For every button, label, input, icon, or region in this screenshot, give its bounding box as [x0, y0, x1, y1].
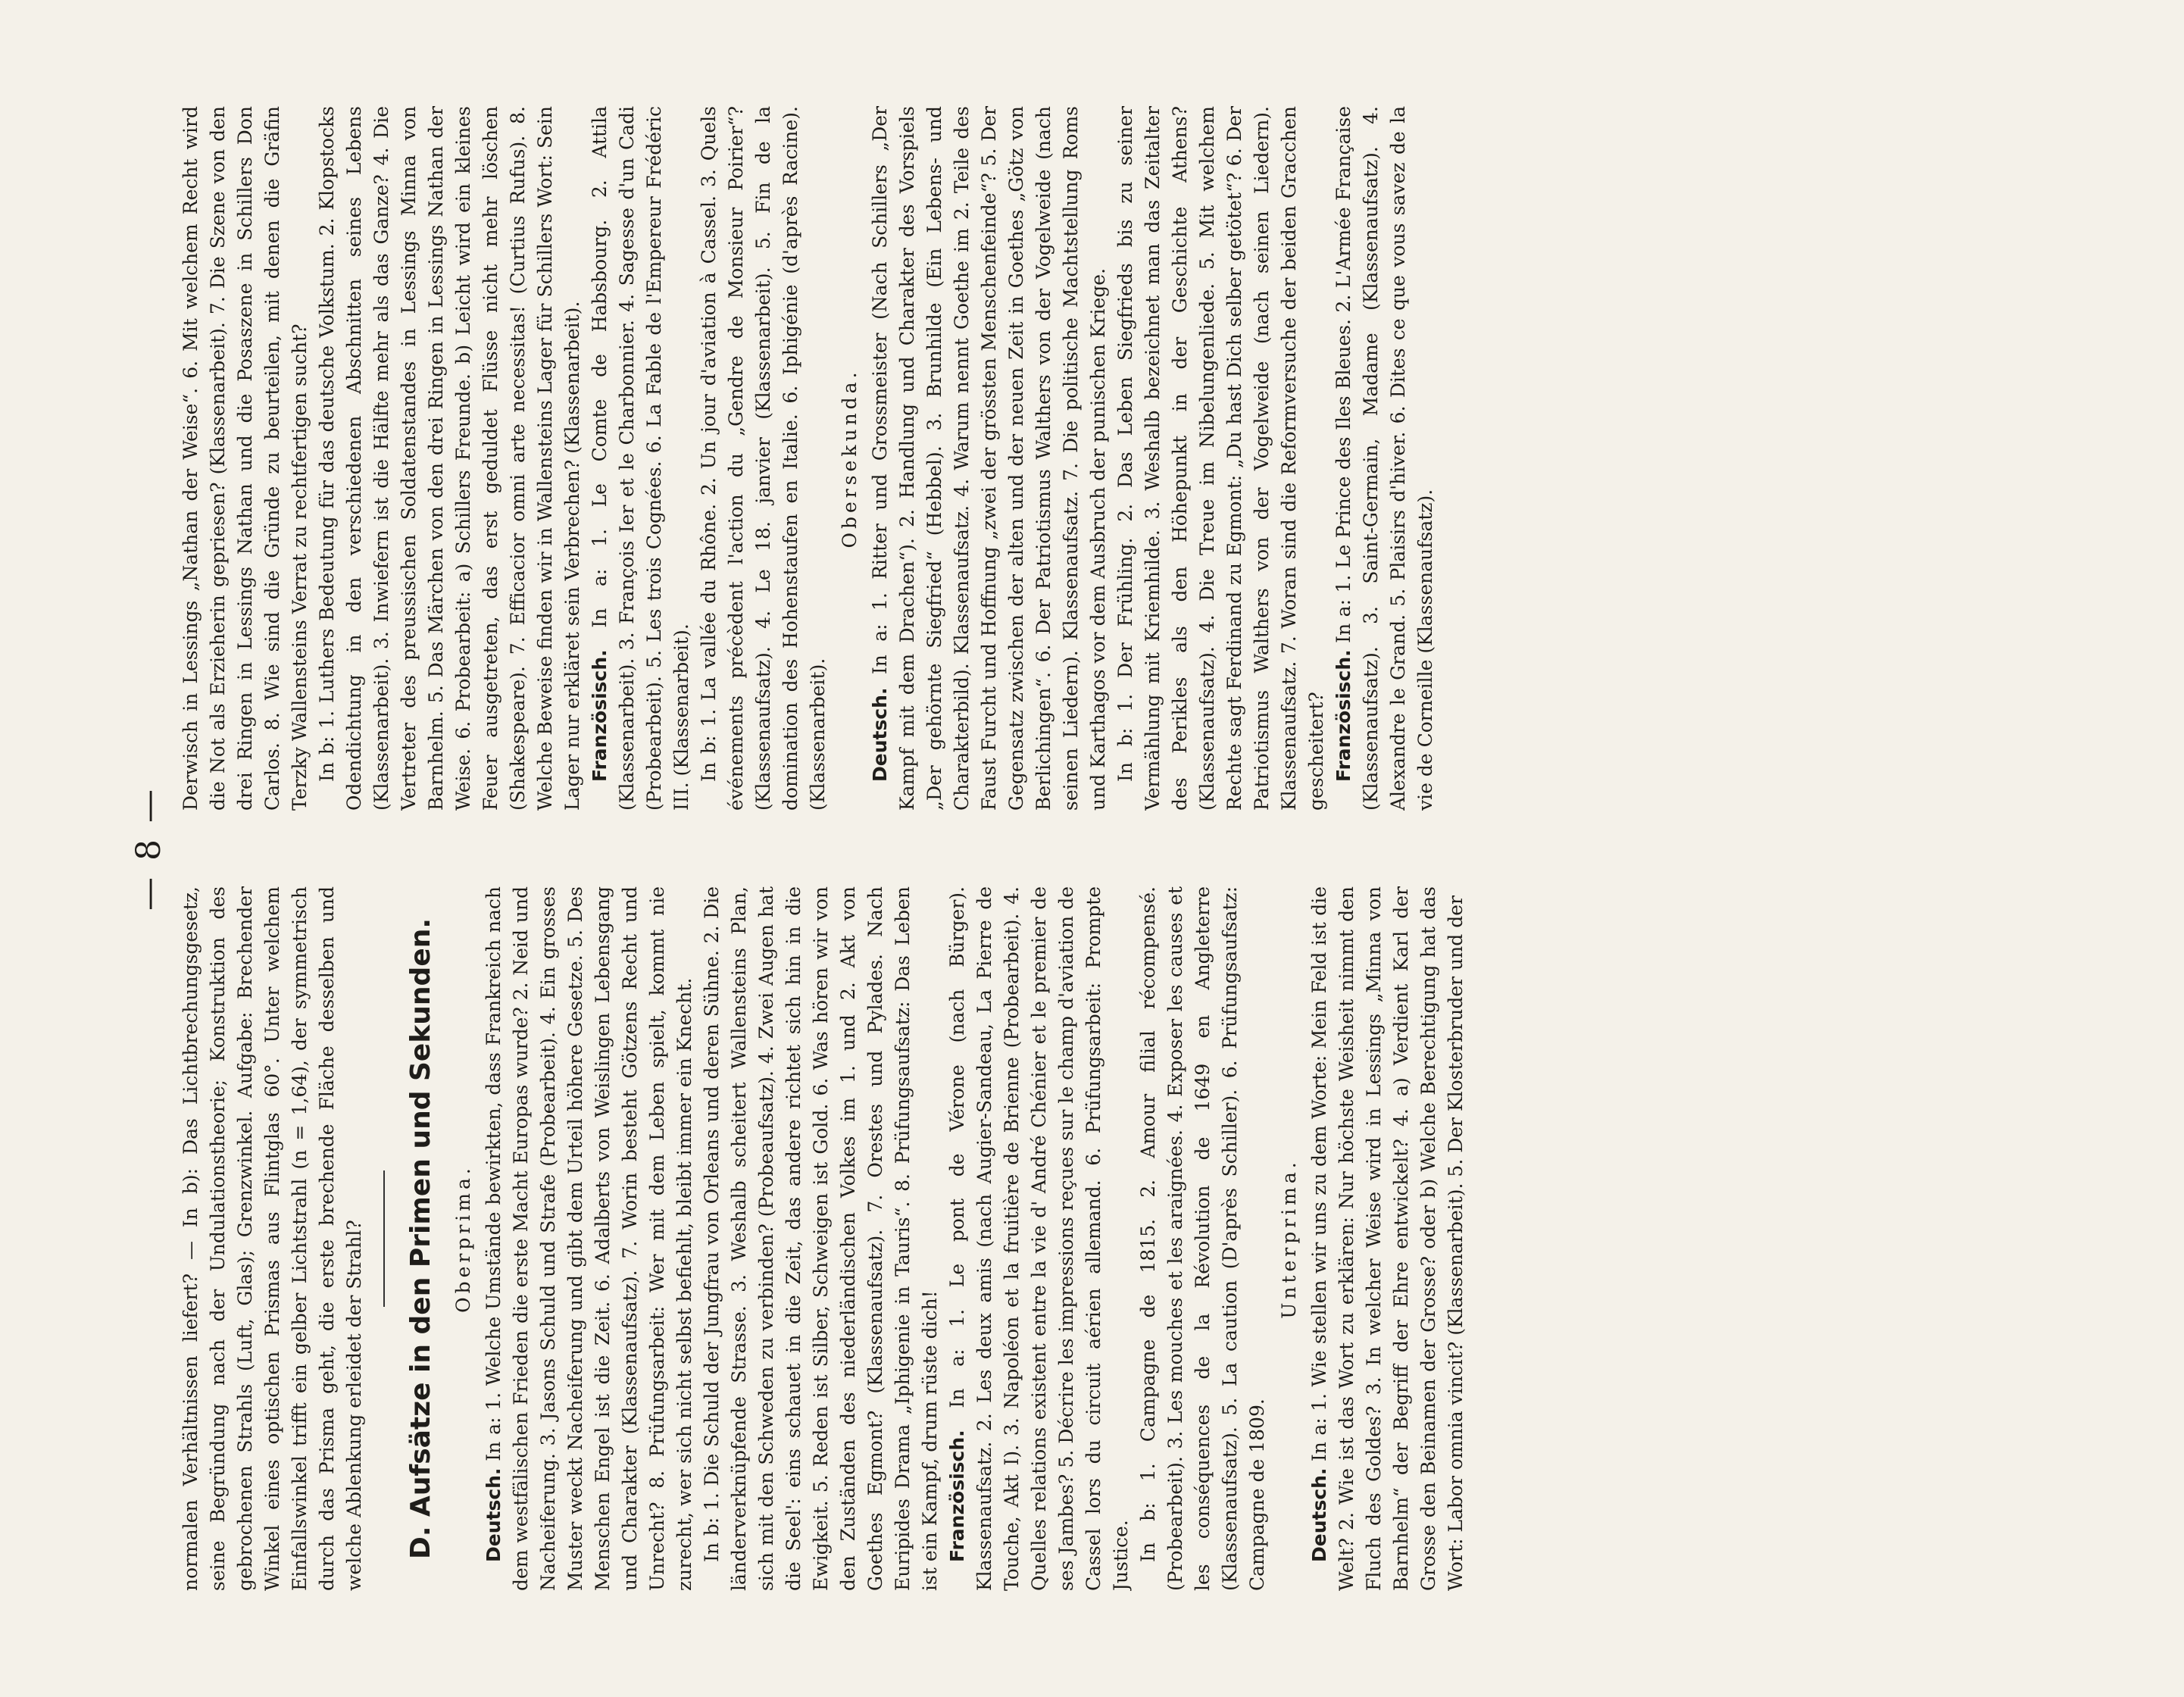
subject-label: Deutsch. — [1308, 1467, 1330, 1562]
paragraph-unterprima-franz-a — [586, 106, 695, 811]
paragraph-unterprima-deutsch-b: In b: 1. Luthers Bedeutung für das deutsche Volkstum. 2. Klopstocks Odendichtung in den verschiedenen Abschnitten seines Lebens (Klassenarbeit). 3. Inwiefern ist die Hälfte mehr als das Ganze? 4. Die Vertreter des preussischen Soldatenstandes in Lessings Minna von Barnhelm. 5. Das Märchen von den drei Ringen in Lessings Nathan der Weise. 6. Probearbeit: a) Schillers Freunde. b) Leicht wird ein kleines Feuer ausgetreten, das erst geduldet Flüsse nicht mehr löschen (Shakespeare). 7. Efficacior omni arte necessitas! (Curtius Rufus). 8. Welche Beweise finden wir in Wallensteins Lager für Schillers Wort: Sein Lager nur erkläret sein Verbrechen? (Klassenarbeit). — [316, 106, 583, 811]
right-column — [177, 106, 2086, 811]
paragraph-obersekunda-deutsch-a — [867, 106, 1112, 811]
subject-label: Deutsch. — [869, 687, 891, 782]
rotated-page-content — [121, 106, 2091, 1591]
section-divider — [383, 1170, 385, 1307]
subheading-unterprima: Unterprima. — [1277, 1158, 1300, 1319]
left-column — [177, 886, 2086, 1591]
paragraph-obersekunda-franz-a — [1330, 106, 1439, 811]
paragraph-text: In a: 1. Le Prince des Iles Bleues. 2. L'Armée Française (Klassenaufsatz). 3. Saint-Germain, Madame (Klassenaufsatz). 4. Alexandre le Grand. 5. Plaisirs d'hiver. 6. Dites ce que vous savez de la vie de Corneille (Klassenaufsatz). — [1333, 106, 1436, 811]
paragraph-text: In a: 1. Welche Umstände bewirkten, dass Frankreich nach dem westfälischen Frieden die erste Macht Europas wurde? 2. Neid und Nacheiferung. 3. Jasons Schuld und Strafe (Probearbeit). 4. Ein grosses Muster weckt Nacheiferung und gibt dem Urteil höhere Gesetze. 5. Des Menschen Engel ist die Zeit. 6. Adalberts von Weislingen Lebensgang und Charakter (Klassenaufsatz). 7. Worin besteht Götzens Recht und Unrecht? 8. Prüfungsarbeit: Wer mit dem Leben spielt, kommt nie zurecht, wer sich nicht selbst befiehlt, bleibt immer ein Knecht. — [482, 886, 695, 1591]
paragraph-oberprima-franz-a — [944, 886, 1135, 1591]
page-number: — 8 — — [130, 786, 168, 911]
subject-label: Französisch. — [1333, 649, 1354, 782]
paragraph-text: In a: 1. Le pont de Vérone (nach Bürger). Klassenaufsatz. 2. Les deux amis (nach Augier-Sandeau, La Pierre de Touche, Akt I). 3. Napoléon et la fruitière de Brienne (Probearbeit). 4. Quelles relations existent entre la vie d' André Chénier et le premier de ses Jambes? 5. Décrire les impressions reçues sur le champ d'aviation de Cassel lors du circuit aérien allemand. 6. Prüfungsarbeit: Prompte Justice. — [945, 886, 1132, 1591]
subheading-obersekunda: Obersekunda. — [839, 368, 861, 548]
paragraph-text: In a: 1. Ritter und Grossmeister (Nach Schillers „Der Kampf mit dem Drachen“). 2. Handlung und Charakter des Vorspiels „Der gehörnte Siegfried“ (Hebbel). 3. Brunhilde (Ein Lebens- und Charakterbild). Klassenaufsatz. 4. Warum nennt Goethe im 2. Teile des Faust Furcht und Hoffnung „zwei der grössten Menschenfeinde“? 5. Der Gegensatz zwischen der alten und der neuen Zeit in Goethes „Götz von Berlichingen“. 6. Der Patriotismus Walthers von der Vogelweide (nach seinen Liedern). Klassenaufsatz. 7. Die politische Machtstellung Roms und Karthagos vor dem Ausbruch der punischen Kriege. — [869, 106, 1109, 811]
paragraph-text: In a: 1. Le Comte de Habsbourg. 2. Attila (Klassenarbeit). 3. François Ier et le Charbonnier. 4. Sagesse d'un Cadi (Probearbeit). 5. Les trois Cognées. 6. La Fable de l'Empereur Frédéric III. (Klassenarbeit). — [589, 106, 692, 811]
section-title: D. Aufsätze in den Primen und Sekunden. — [405, 917, 436, 1560]
paragraph-text: In a: 1. Wie stellen wir uns zu dem Worte: Mein Feld ist die Welt? 2. Wie ist das Wort zu erklären: Nur höchste Weisheit nimmt den Fluch des Goldes? 3. In welcher Weise wird in Lessings „Minna von Barnhelm“ der Begriff der Ehre entwickelt? 4. a) Verdient Karl der Grosse den Beinamen der Grosse? oder b) Welche Berechtigung hat das Wort: Labor omnia vincit? (Klassenarbeit). 5. Der Klosterbruder und der — [1308, 886, 1467, 1591]
paragraph-unterprima-deutsch-a-cont: Derwisch in Lessings „Nathan der Weise“. 6. Mit welchem Recht wird die Not als Erzieherin gepriesen? (Klassenarbeit). 7. Die Szene von den drei Ringen in Lessings Nathan und die Posaszene in Schillers Don Carlos. 8. Wie sind die Gründe zu beurteilen, mit denen die Gräfin Terzky Wallensteins Verrat zu rechtfertigen sucht? — [180, 106, 311, 811]
subheading-oberprima: Oberprima. — [451, 1164, 474, 1313]
subject-label: Deutsch. — [482, 1467, 505, 1562]
subject-label: Französisch. — [589, 649, 611, 782]
paragraph-unterprima-franz-b: In b: 1. La vallée du Rhône. 2. Un jour d'aviation à Cassel. 3. Quels événements précèdent l'action du „Gendre de Monsieur Poirier“? (Klassenaufsatz). 4. Le 18. janvier (Klassenarbeit). 5. Fin de la domination des Hohenstaufen en Italie. 6. Iphigénie (d'après Racine). (Klassenarbeit). — [698, 106, 829, 811]
paragraph-obersekunda-deutsch-b: In b: 1. Der Frühling. 2. Das Leben Siegfrieds bis zu seiner Vermählung mit Kriemhilde. 3. Weshalb bezeichnet man das Zeitalter des Perikles als den Höhepunkt in der Geschichte Athens? (Klassenaufsatz). 4. Die Treue im Nibelungenliede. 5. Mit welchem Rechte sagt Ferdinand zu Egmont: „Du hast Dich selber getötet“? 6. Der Patriotismus Walthers von der Vogelweide (nach seinen Liedern). Klassenaufsatz. 7. Woran sind die Reformversuche der beiden Gracchen gescheitert? — [1114, 106, 1327, 811]
paragraph-oberprima-franz-b: In b: 1. Campagne de 1815. 2. Amour filial récompensé. (Probearbeit). 3. Les mouches et les araignées. 4. Exposer les causes et les conséquences de la Révolution de 1649 en Angleterre (Klassenaufsatz). 5. La caution (D'après Schiller). 6. Prüfungsaufsatz: Campagne de 1809. — [1136, 886, 1268, 1591]
paragraph-unterprima-deutsch-a — [1306, 886, 1470, 1591]
text-columns — [177, 106, 2086, 1591]
paragraph-oberprima-deutsch-a — [480, 886, 698, 1591]
paragraph-physics-end: normalen Verhältnissen liefert? — In b): Das Lichtbrechungsgesetz, seine Begründung nach der Undulationstheorie; Konstruktion des gebrochenen Strahls (Luft, Glas); Grenzwinkel. Aufgabe: Brechender Winkel eines optischen Prismas aus Flintglas 60°. Unter welchem Einfallswinkel trifft ein gelber Lichtstrahl (n = 1,64), der symmetrisch durch das Prisma geht, die erste brechende Fläche desselben und welche Ablenkung erleidet der Strahl? — [180, 886, 365, 1591]
paragraph-oberprima-deutsch-b: In b: 1. Die Schuld der Jungfrau von Orleans und deren Sühne. 2. Die länderverknüpfende Strasse. 3. Weshalb scheitert Wallensteins Plan, sich mit den Schweden zu verbinden? (Probeaufsatz). 4. Zwei Augen hat die Seel': eins schauet in die Zeit, das andere richtet sich hin in die Ewigkeit. 5. Reden ist Silber, Schweigen ist Gold. 6. Was hören wir von den Zuständen des niederländischen Volkes im 1. und 2. Akt von Goethes Egmont? (Klassenaufsatz). 7. Orestes und Pylades. Nach Euripides Drama „Iphigenie in Tauris“. 8. Prüfungsaufsatz: Das Leben ist ein Kampf, drum rüste dich! — [700, 886, 941, 1591]
subject-label: Französisch. — [945, 1430, 968, 1562]
